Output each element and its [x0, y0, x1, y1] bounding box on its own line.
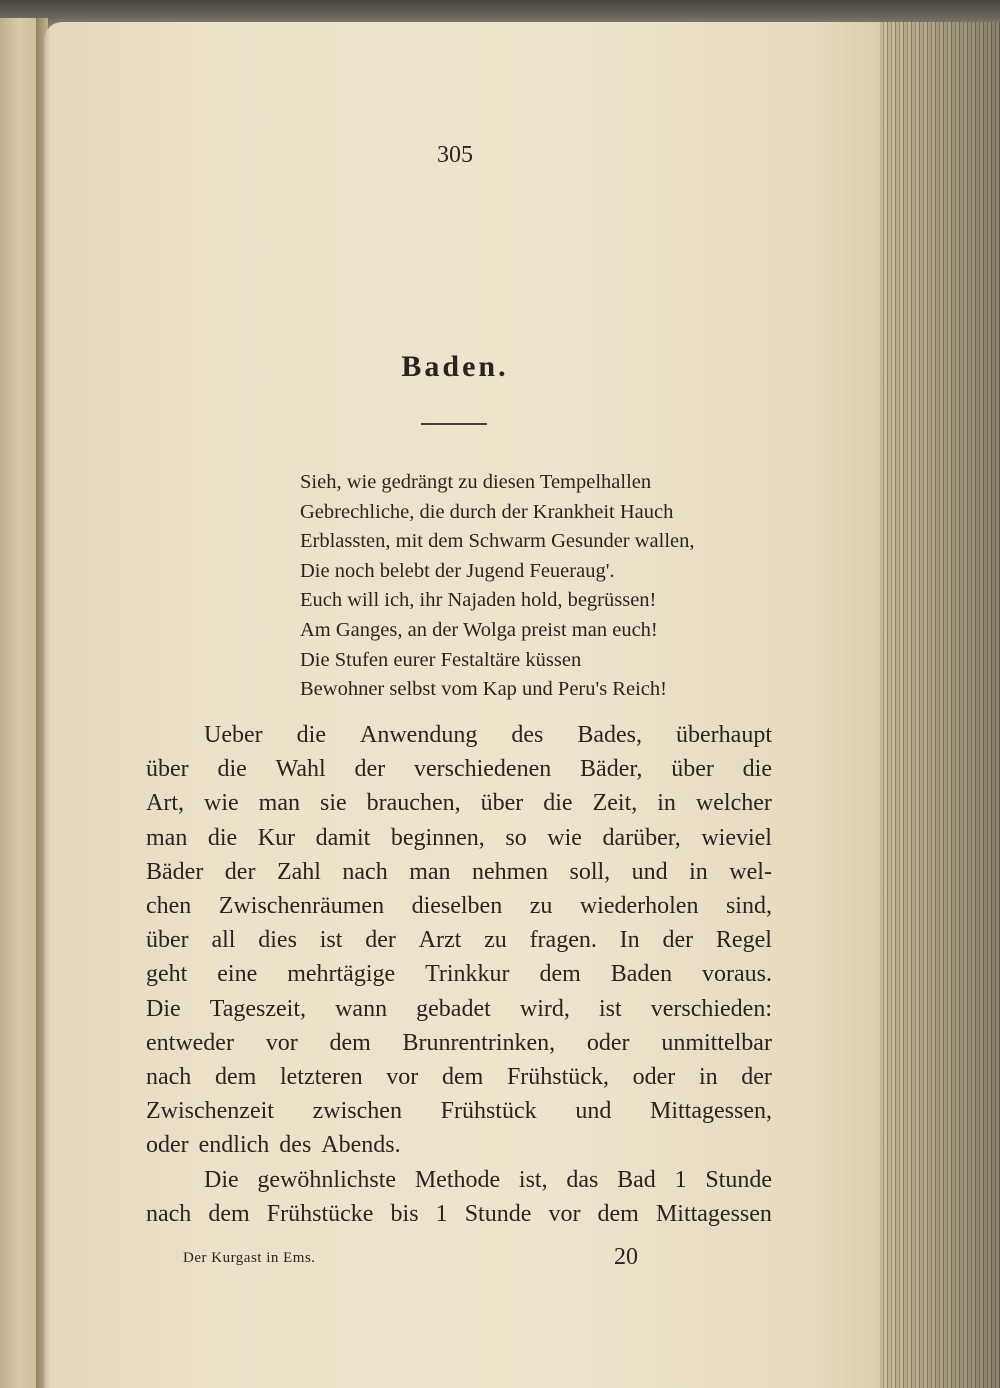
word: des	[511, 722, 544, 748]
word: wel-	[729, 858, 772, 885]
word: so	[505, 824, 527, 851]
word: Ueber	[204, 722, 263, 748]
word: zu	[529, 893, 553, 920]
word: dem	[329, 1029, 371, 1056]
word: über	[146, 927, 189, 954]
word: zwischen	[312, 1098, 402, 1125]
word: dem	[539, 961, 581, 988]
word: wieviel	[701, 824, 772, 851]
poem-line: Erblassten, mit dem Schwarm Gesunder wallen,	[300, 530, 695, 553]
word: man	[146, 824, 188, 851]
text-line	[146, 752, 772, 786]
word: Bades,	[577, 722, 643, 748]
word: die	[742, 756, 772, 783]
word: wie	[204, 790, 239, 817]
word: die	[207, 824, 238, 851]
word: sind,	[725, 893, 772, 920]
word: mehrtägige	[287, 961, 396, 988]
word: Zeit,	[592, 790, 638, 817]
word: Mittagessen	[655, 1200, 772, 1227]
text-line	[146, 1026, 772, 1060]
word: dem	[208, 1200, 250, 1227]
word: brauchen,	[366, 790, 461, 817]
word: Stunde	[464, 1200, 532, 1227]
word: ist	[598, 995, 622, 1022]
word: letzteren	[279, 1064, 363, 1091]
word: 1	[435, 1200, 448, 1227]
page-edges-shade	[880, 22, 1000, 1388]
word: wie	[547, 824, 582, 851]
word: geht	[146, 961, 188, 988]
poem-line: Sieh, wie gedrängt zu diesen Tempelhallen	[300, 471, 652, 493]
word: all	[211, 927, 236, 954]
word: unmittelbar	[661, 1029, 772, 1056]
text-line	[146, 1128, 772, 1162]
word: Frühstück,	[506, 1064, 609, 1091]
word: oder	[586, 1029, 630, 1056]
word: nach	[146, 1064, 192, 1091]
word: Kur	[257, 824, 296, 851]
text-line	[146, 1163, 772, 1197]
word: Arzt	[418, 927, 462, 954]
word: in	[657, 790, 676, 817]
word: Tageszeit,	[209, 995, 307, 1022]
word: Trinkkur	[425, 961, 510, 988]
word: vor	[548, 1200, 581, 1227]
word: fragen.	[529, 927, 597, 954]
word: gewöhnlichste	[257, 1166, 397, 1193]
word: Bäder	[146, 858, 204, 885]
word: vor	[265, 1029, 298, 1056]
poem-line: Bewohner selbst vom Kap und Peru's Reich!	[300, 678, 667, 701]
text-line	[146, 1197, 772, 1231]
word: die	[543, 790, 573, 817]
word: gebadet	[416, 995, 491, 1022]
text-line	[146, 1060, 772, 1094]
word: der	[662, 927, 694, 954]
word: des	[279, 1132, 312, 1159]
word: in	[698, 1064, 718, 1091]
word: und	[575, 1098, 612, 1125]
word: Zwischenzeit	[146, 1098, 274, 1125]
word: oder	[146, 1132, 189, 1159]
word: sie	[319, 790, 347, 817]
word: überhaupt	[676, 722, 772, 748]
footer-signature: Der Kurgast in Ems.	[183, 1250, 316, 1266]
text-line	[146, 786, 772, 820]
body-text	[146, 718, 772, 1231]
word: Methode	[414, 1166, 501, 1193]
poem-line: Euch will ich, ihr Najaden hold, begrüssen!	[300, 589, 657, 612]
word: oder	[632, 1064, 676, 1091]
word: verschiedenen	[413, 756, 552, 783]
word: In	[619, 927, 640, 954]
poem-line: Am Ganges, an der Wolga preist man euch!	[300, 618, 658, 641]
word: man	[258, 790, 300, 817]
text-line	[146, 992, 772, 1026]
word: darüber,	[602, 824, 681, 851]
word: man	[409, 858, 451, 885]
word: Art,	[146, 790, 184, 817]
word: über	[671, 756, 714, 783]
poem-line: Die noch belebt der Jugend Feueraug'.	[300, 559, 615, 582]
word: die	[217, 756, 247, 783]
word: Zahl	[276, 858, 321, 885]
word: und	[631, 858, 668, 885]
word: dem	[597, 1200, 639, 1227]
word: eine	[217, 961, 258, 988]
word: chen	[146, 893, 192, 920]
chapter-title: Baden.	[401, 350, 509, 383]
word: der	[224, 858, 256, 885]
word: damit	[315, 824, 371, 851]
word: Brunrentrinken,	[402, 1029, 556, 1056]
word: nach	[146, 1200, 192, 1227]
word: der	[365, 927, 396, 954]
poem-line: Gebrechliche, die durch der Krankheit Hauch	[300, 500, 674, 523]
word: Mittagessen,	[650, 1098, 772, 1125]
text-line	[146, 889, 772, 923]
text-line	[146, 1094, 772, 1128]
word: Baden	[610, 961, 673, 988]
word: zu	[484, 927, 507, 954]
sheet-number: 20	[614, 1244, 638, 1270]
poem-line: Die Stufen eurer Festaltäre küssen	[300, 648, 582, 671]
word: Stunde	[705, 1166, 772, 1193]
word: Frühstücke	[266, 1200, 374, 1227]
word: 1	[674, 1166, 687, 1193]
word: endlich	[198, 1132, 270, 1159]
word: Abends.	[321, 1132, 401, 1159]
word: vor	[386, 1064, 419, 1091]
word: das	[566, 1166, 599, 1193]
word: bis	[390, 1200, 419, 1227]
word: Bad	[617, 1166, 656, 1193]
word: Die	[146, 995, 181, 1022]
word: der	[354, 756, 386, 783]
word: voraus.	[702, 961, 772, 988]
text-line	[146, 718, 772, 752]
word: Bäder,	[580, 756, 643, 783]
word: soll,	[569, 858, 611, 885]
word: dieselben	[411, 893, 503, 920]
text-line	[146, 923, 772, 957]
word: die	[296, 722, 326, 748]
word: wiederholen	[579, 893, 699, 920]
word: Wahl	[275, 756, 326, 783]
word: Die	[204, 1166, 239, 1193]
word: über	[146, 756, 189, 783]
word: welcher	[695, 790, 772, 817]
word: dies	[258, 927, 297, 954]
word: entweder	[146, 1029, 234, 1056]
text-line	[146, 821, 772, 855]
word: Frühstück	[440, 1098, 537, 1125]
gutter-shadow	[36, 18, 50, 1388]
word: Zwischenräumen	[218, 893, 385, 920]
word: wird,	[519, 995, 570, 1022]
word: ist	[319, 927, 343, 954]
word: wann	[335, 995, 388, 1022]
text-line	[146, 855, 772, 889]
text-line	[146, 957, 772, 991]
word: ist,	[518, 1166, 548, 1193]
word: Anwendung	[360, 722, 478, 748]
poem-stanza	[300, 468, 695, 705]
word: beginnen,	[390, 824, 485, 851]
word: Regel	[715, 927, 772, 954]
word: in	[689, 858, 708, 885]
word: der	[741, 1064, 772, 1091]
word: dem	[441, 1064, 484, 1091]
word: über	[480, 790, 524, 817]
word: verschieden:	[650, 995, 772, 1022]
word: nach	[342, 858, 388, 885]
word: nehmen	[472, 858, 548, 885]
word: dem	[214, 1064, 257, 1091]
title-rule	[421, 423, 487, 425]
page-number: 305	[437, 142, 473, 168]
